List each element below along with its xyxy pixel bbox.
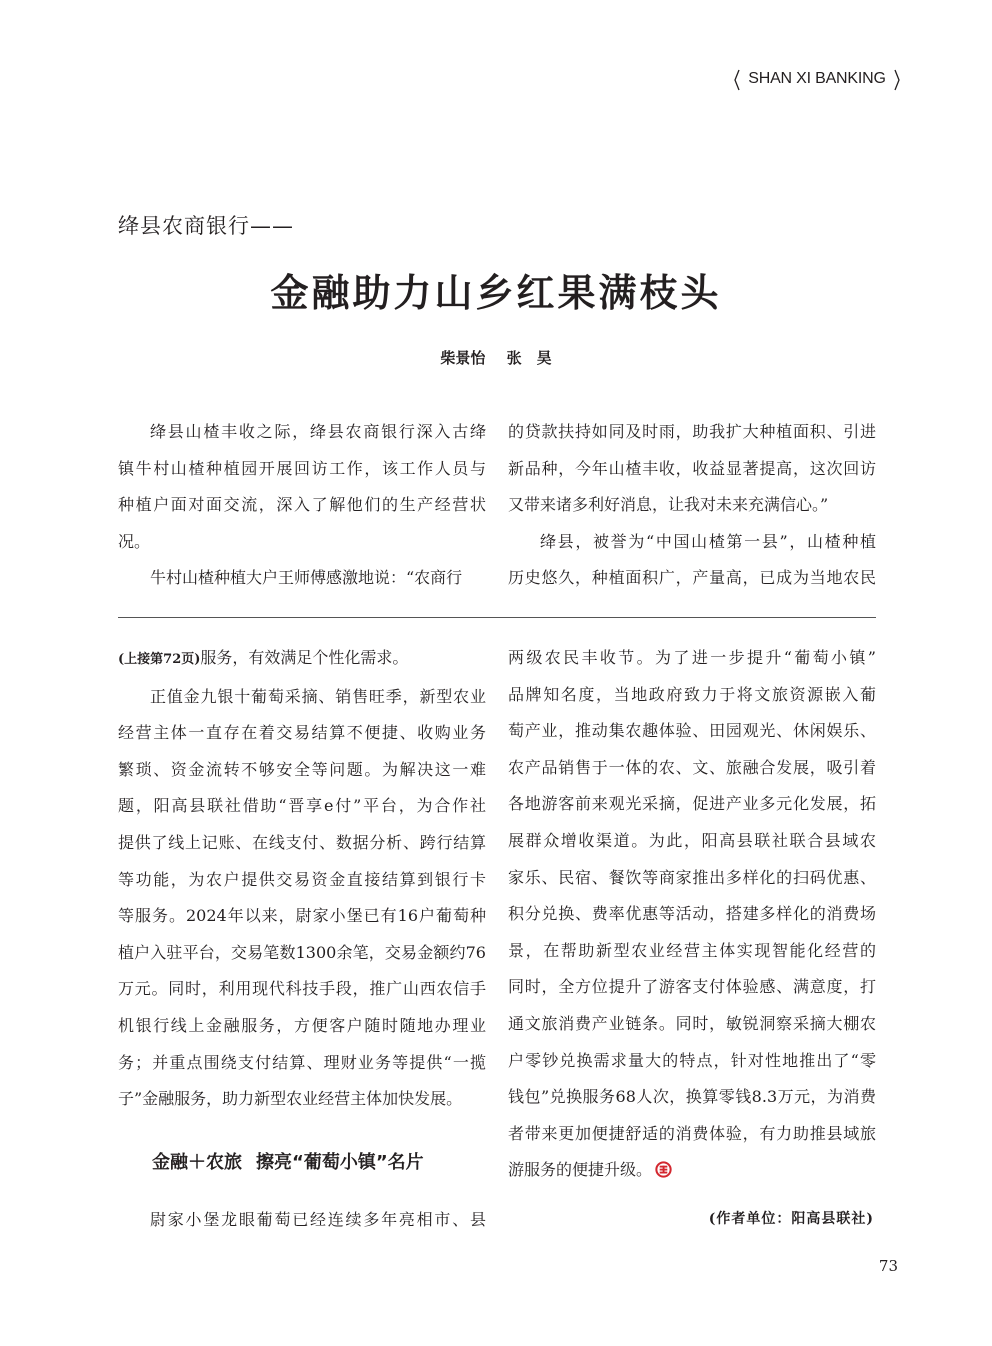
continuation-marker: (上接第72页) <box>118 652 201 667</box>
author-affiliation: (作者单位：阳高县联社) <box>708 1211 874 1227</box>
paragraph <box>508 524 876 561</box>
section-subhead <box>152 1148 424 1174</box>
text-line: 机银行线上金融服务，方便客户随时随地办理业 <box>118 1015 486 1035</box>
text-line: 景，在帮助新型农业经营主体实现智能化经营的 <box>508 940 876 960</box>
text-line: 农产品销售于一体的农、文、旅融合发展，吸引着 <box>508 757 876 777</box>
subhead-part: 擦亮“葡萄小镇”名片 <box>256 1152 424 1173</box>
paragraph <box>118 1202 486 1238</box>
text-line: 钱包”兑换服务68人次，换算零钱8.3万元，为消费 <box>508 1087 876 1107</box>
text-line: 同时，全方位提升了游客支付体验感、满意度，打 <box>508 977 876 997</box>
red-seal-end-mark-icon <box>655 1161 672 1178</box>
continuation-line <box>118 640 486 679</box>
text-line: 通文旅消费产业链条。同时，敏锐洞察采摘大棚农 <box>508 1013 876 1033</box>
running-head-text: SHAN XI BANKING <box>748 70 886 87</box>
byline <box>0 347 992 368</box>
author-name: 张 昊 <box>506 349 552 367</box>
text-line: 尉家小堡龙眼葡萄已经连续多年亮相市、县 <box>150 1210 486 1229</box>
page-number: 73 <box>878 1257 898 1275</box>
text-line: 况。 <box>118 531 151 551</box>
article-title: 金融助力山乡红果满枝头 <box>270 270 722 315</box>
text-line: 家乐、民宿、餐饮等商家推出多样化的扫码优惠、 <box>508 867 876 887</box>
running-head <box>734 68 900 92</box>
section-divider <box>118 617 876 618</box>
text-line: 子”金融服务，助力新型农业经营主体加快发展。 <box>118 1089 463 1109</box>
text-line: 绛县，被誉为“中国山楂第一县”，山楂种植 <box>540 531 876 551</box>
continuation-right-column <box>508 640 876 1189</box>
text-line: 新品种，今年山楂丰收，收益显著提高，这次回访 <box>508 458 876 478</box>
text-line: 展群众增收渠道。为此，阳高县联社联合县域农 <box>508 830 876 850</box>
text-line: 历史悠久，种植面积广，产量高，已成为当地农民 <box>508 568 876 588</box>
text-line: 品牌知名度，当地政府致力于将文旅资源嵌入葡 <box>508 684 876 704</box>
paragraph: 牛村山楂种植大户王师傅感激地说：“农商行 <box>150 568 463 588</box>
article-kicker: 绛县农商银行—— <box>118 214 294 238</box>
text-line: 又带来诸多利好消息，让我对未来充满信心。” <box>508 495 829 515</box>
intro-right-column <box>508 414 876 597</box>
continuation-left-column <box>118 640 486 1118</box>
text-line: 题，阳高县联社借助“晋享e付”平台，为合作社 <box>118 796 486 816</box>
text-line: 经营主体一直存在着交易结算不便捷、收购业务 <box>118 723 486 743</box>
text-line: 植户入驻平台，交易笔数1300余笔，交易金额约76 <box>118 942 486 962</box>
text-line: 户零钞兑换需求量大的特点，针对性地推出了“零 <box>508 1050 876 1070</box>
text-line: 两级农民丰收节。为了进一步提升“葡萄小镇” <box>508 648 876 667</box>
text-line: 的贷款扶持如同及时雨，助我扩大种植面积、引进 <box>508 422 876 441</box>
text-line: 绛县山楂丰收之际，绛县农商银行深入古绛 <box>150 422 486 441</box>
text-line <box>508 1152 876 1189</box>
author-name: 柴景怡 <box>440 349 486 367</box>
text-line: 务；并重点围绕支付结算、理财业务等提供“一揽 <box>118 1052 486 1072</box>
intro-left-column <box>118 414 486 597</box>
text-line: 等服务。2024年以来，尉家小堡已有16户葡萄种 <box>118 906 486 926</box>
continuation-left-last-paragraph <box>118 1202 486 1238</box>
text-line: 萄产业，推动集农趣体验、田园观光、休闲娱乐、 <box>508 721 876 741</box>
text-line: 等功能，为农户提供交易资金直接结算到银行卡 <box>118 869 486 889</box>
text-line: 提供了线上记账、在线支付、数据分析、跨行结算 <box>118 832 486 852</box>
text-line: 各地游客前来观光采摘，促进产业多元化发展，拓 <box>508 794 876 814</box>
text-line: 万元。同时，利用现代科技手段，推广山西农信手 <box>118 979 486 999</box>
text-line: 正值金九银十葡萄采摘、销售旺季，新型农业 <box>150 686 486 706</box>
paragraph <box>118 414 486 451</box>
text-line: 镇牛村山楂种植园开展回访工作，该工作人员与 <box>118 458 486 478</box>
text-line: 积分兑换、费率优惠等活动，搭建多样化的消费场 <box>508 904 876 924</box>
text-line-end: 游服务的便捷升级。 <box>508 1160 653 1180</box>
text-line: 服务，有效满足个性化需求。 <box>200 648 409 667</box>
subhead-part: 金融＋农旅 <box>152 1152 242 1173</box>
text-line: 繁琐、资金流转不够安全等问题。为解决这一难 <box>118 759 486 779</box>
paragraph <box>118 679 486 716</box>
text-line: 种植户面对面交流，深入了解他们的生产经营状 <box>118 495 486 515</box>
text-line: 者带来更加便捷舒适的消费体验，有力助推县域旅 <box>508 1123 876 1143</box>
